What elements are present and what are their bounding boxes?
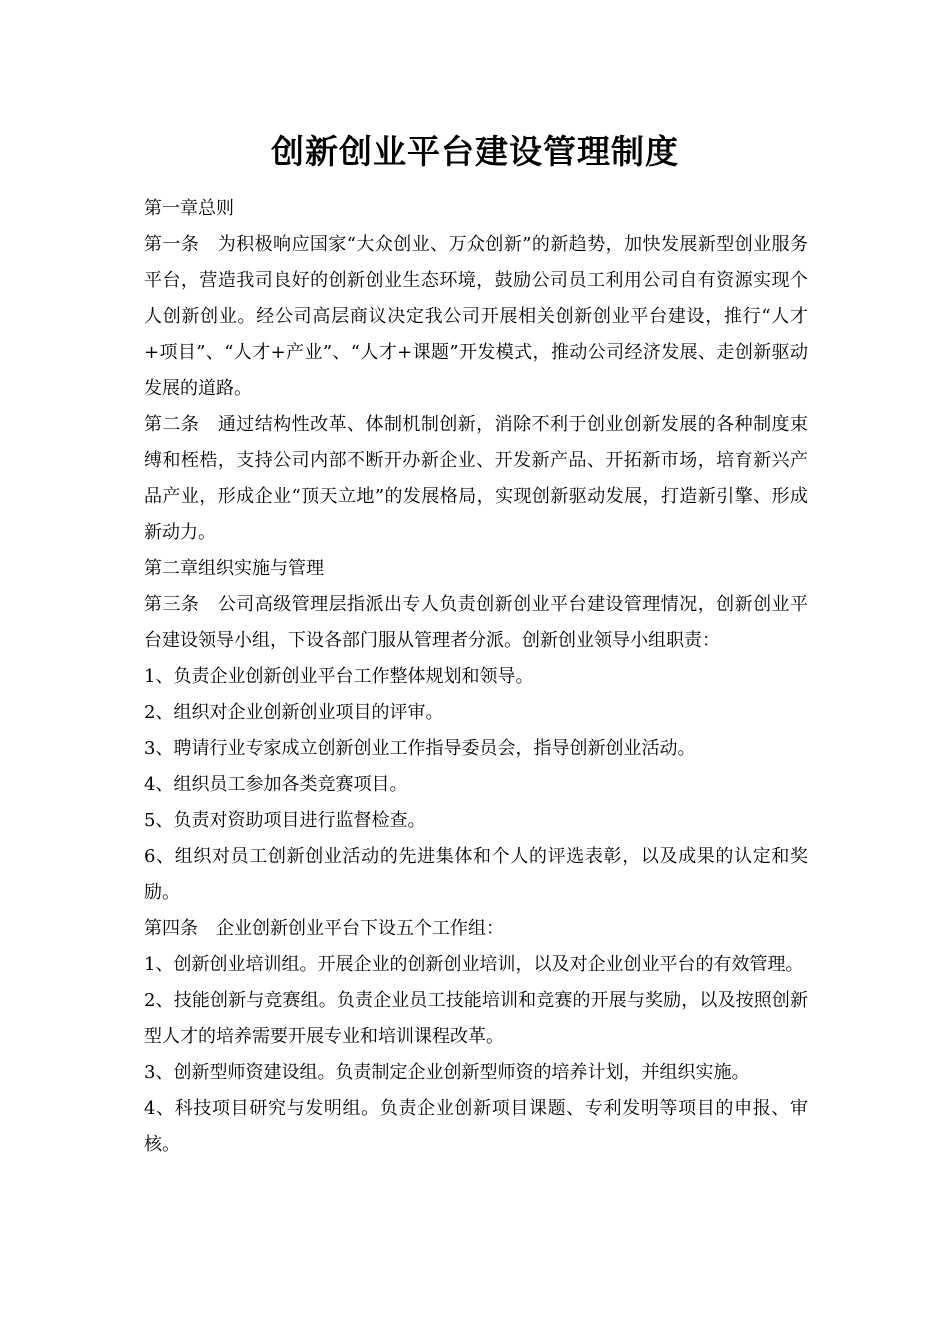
- list-item: 5、负责对资助项目进行监督检查。: [144, 810, 426, 831]
- document-title: 创新创业平台建设管理制度: [271, 132, 679, 171]
- list-item: 3、聘请行业专家成立创新创业工作指导委员会，指导创新创业活动。: [144, 738, 696, 759]
- article-paragraph: 第三条 公司高级管理层指派出专人负责创新创业平台建设管理情况，创新创业平台建设领导小组，下设各部门服从管理者分派。创新创业领导小组职责：: [144, 594, 808, 651]
- list-item: 1、负责企业创新创业平台工作整体规划和领导。: [144, 666, 534, 687]
- list-item: 2、组织对企业创新创业项目的评审。: [144, 702, 444, 723]
- list-item: 6、组织对员工创新创业活动的先进集体和个人的评选表彰，以及成果的认定和奖励。: [144, 846, 808, 903]
- list-item: 1、创新创业培训组。开展企业的创新创业培训，以及对企业创业平台的有效管理。: [144, 954, 804, 975]
- chapter-heading: 第一章总则: [144, 198, 234, 219]
- list-item: 3、创新型师资建设组。负责制定企业创新型师资的培养计划，并组织实施。: [144, 1062, 750, 1083]
- chapter-heading: 第二章组织实施与管理: [144, 558, 324, 579]
- article-paragraph: 第四条 企业创新创业平台下设五个工作组：: [144, 918, 504, 939]
- document-body: [144, 191, 808, 1163]
- article-paragraph: 第一条 为积极响应国家“大众创业、万众创新”的新趋势，加快发展新型创业服务平台，营造我司良好的创新创业生态环境，鼓励公司员工利用公司自有资源实现个人创新创业。经公司高层商议决定我公司开展相关创新创业平台建设，推行“人才+项目”、“人才+产业”、“人才+课题”开发模式，推动公司经济发展、走创新驱动发展的道路。: [144, 234, 808, 399]
- list-item: 4、组织员工参加各类竞赛项目。: [144, 774, 408, 795]
- article-paragraph: 第二条 通过结构性改革、体制机制创新，消除不利于创业创新发展的各种制度束缚和桎梏，支持公司内部不断开办新企业、开发新产品、开拓新市场，培育新兴产品产业，形成企业“顶天立地”的发展格局，实现创新驱动发展，打造新引擎、形成新动力。: [144, 414, 808, 543]
- list-item: 4、科技项目研究与发明组。负责企业创新项目课题、专利发明等项目的申报、审核。: [144, 1098, 808, 1155]
- list-item: 2、技能创新与竞赛组。负责企业员工技能培训和竞赛的开展与奖励，以及按照创新型人才的培养需要开展专业和培训课程改革。: [144, 990, 808, 1047]
